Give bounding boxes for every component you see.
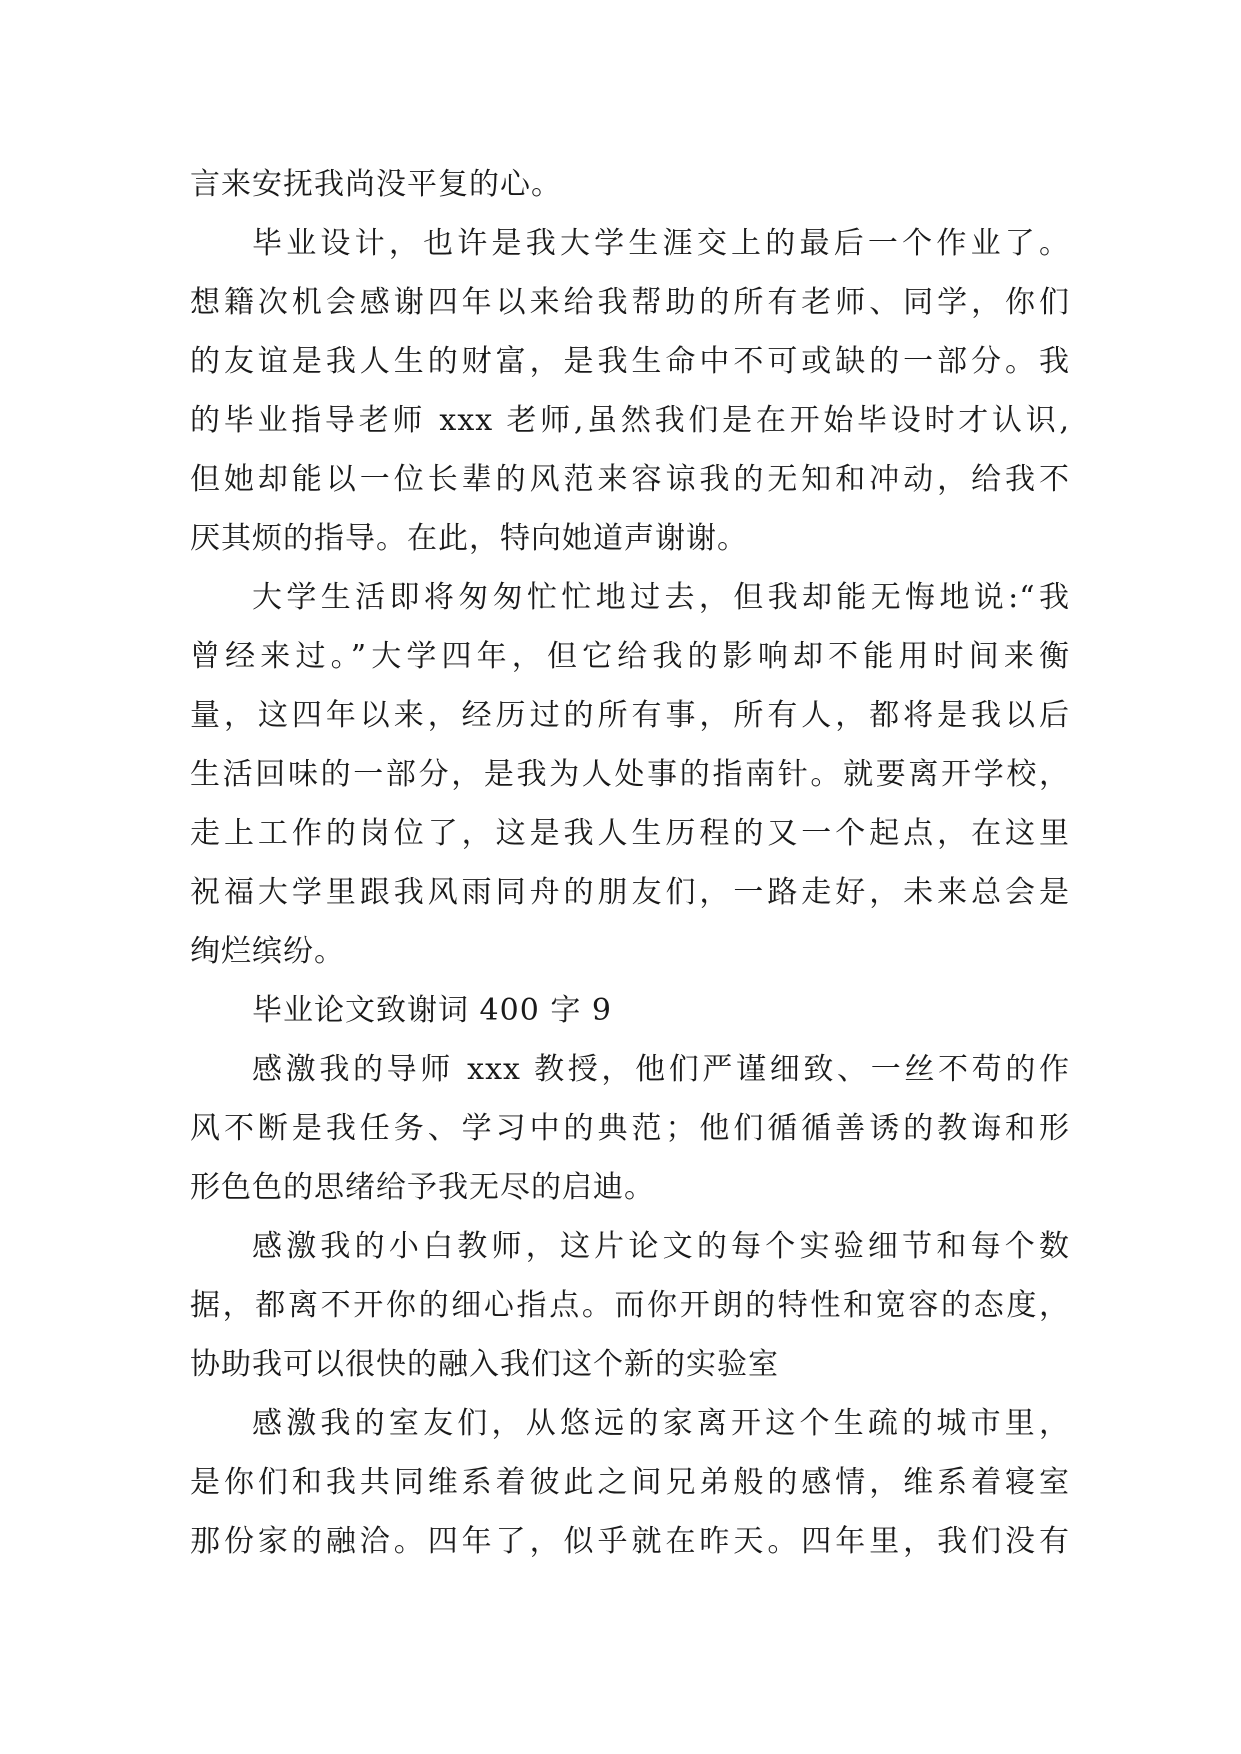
text-line-24: 那份家的融洽。四年了，似乎就在昨天。四年里，我们没有 [190,1524,1070,1559]
text-line-8: 大学生活即将匆匆忙忙地过去，但我却能无悔地说:“我 [252,580,1070,615]
text-line-7: 厌其烦的指导。在此，特向她道声谢谢。 [190,521,748,556]
text-line-17: 风不断是我任务、学习中的典范；他们循循善诱的教诲和形 [190,1111,1070,1146]
text-line-1: 言来安抚我尚没平复的心。 [190,167,562,202]
text-line-21: 协助我可以很快的融入我们这个新的实验室 [190,1347,779,1382]
text-line-19: 感激我的小白教师，这片论文的每个实验细节和每个数 [252,1229,1070,1264]
text-line-3: 想籍次机会感谢四年以来给我帮助的所有老师、同学，你们 [190,285,1070,320]
text-line-20: 据，都离不开你的细心指点。而你开朗的特性和宽容的态度， [190,1288,1070,1323]
text-line-2: 毕业设计，也许是我大学生涯交上的最后一个作业了。 [252,226,1070,261]
text-line-12: 走上工作的岗位了，这是我人生历程的又一个起点，在这里 [190,816,1070,851]
text-line-11: 生活回味的一部分，是我为人处事的指南针。就要离开学校， [190,757,1070,792]
body-text [190,155,1070,1571]
section-heading: 毕业论文致谢词 400 字 9 [252,993,612,1028]
text-line-23: 是你们和我共同维系着彼此之间兄弟般的感情，维系着寝室 [190,1465,1070,1500]
text-line-4: 的友谊是我人生的财富，是我生命中不可或缺的一部分。我 [190,344,1070,379]
text-line-6: 但她却能以一位长辈的风范来容谅我的无知和冲动，给我不 [190,462,1070,497]
text-line-16: 感激我的导师 xxx 教授，他们严谨细致、一丝不苟的作 [252,1052,1070,1087]
text-line-9: 曾经来过。”大学四年，但它给我的影响却不能用时间来衡 [190,639,1070,674]
text-line-10: 量，这四年以来，经历过的所有事，所有人，都将是我以后 [190,698,1070,733]
text-line-14: 绚烂缤纷。 [190,934,345,969]
text-line-18: 形色色的思绪给予我无尽的启迪。 [190,1170,655,1205]
text-line-13: 祝福大学里跟我风雨同舟的朋友们，一路走好，未来总会是 [190,875,1070,910]
text-line-22: 感激我的室友们，从悠远的家离开这个生疏的城市里， [252,1406,1070,1441]
text-line-5: 的毕业指导老师 xxx 老师,虽然我们是在开始毕设时才认识, [190,403,1070,438]
